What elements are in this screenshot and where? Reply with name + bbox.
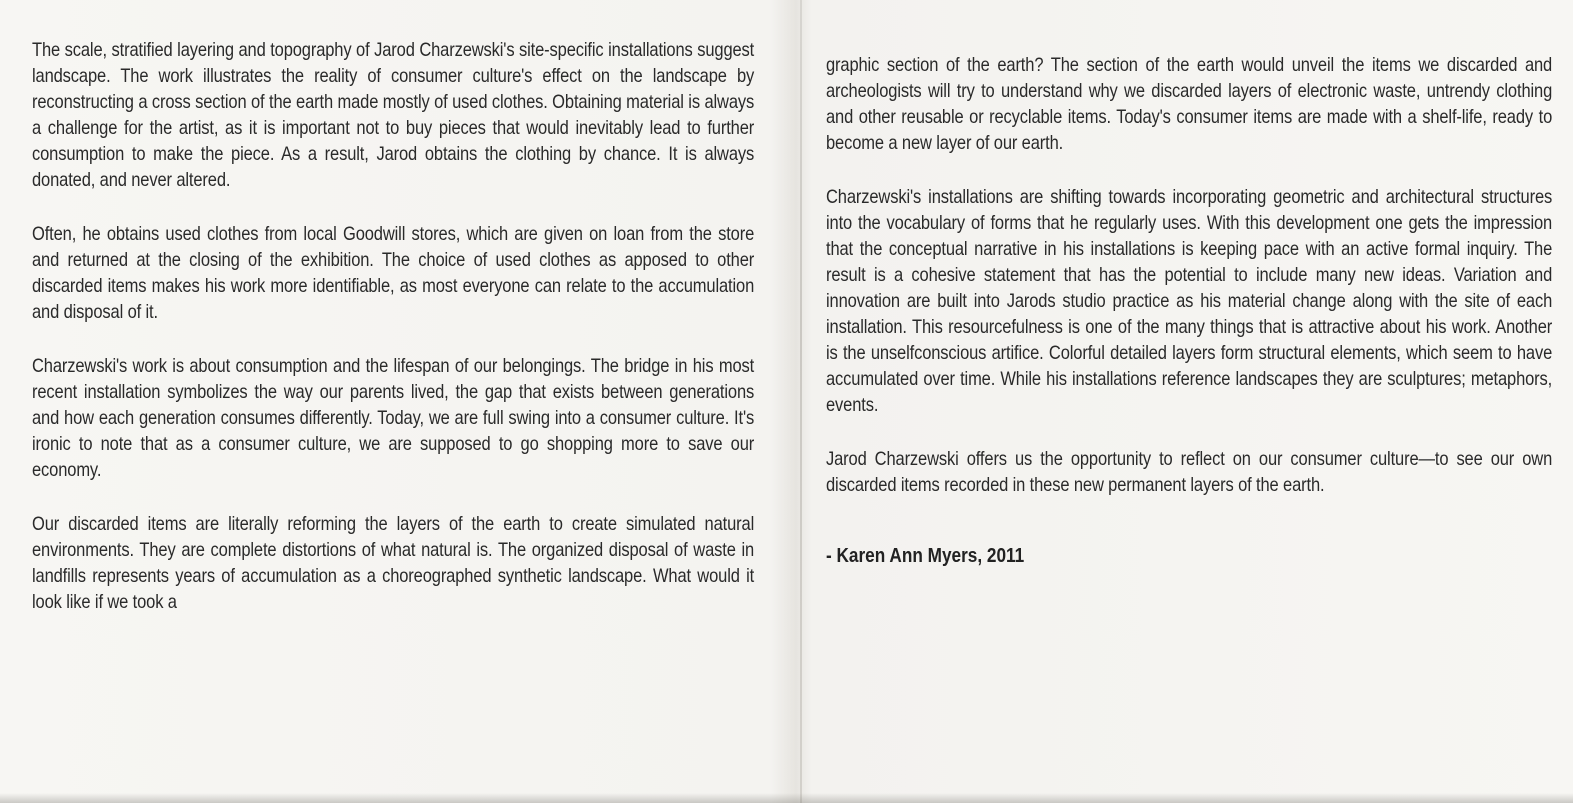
right-paragraph-1: graphic section of the earth? The section of the earth would unveil the items we discarded and archeologists will try to understand why we discarded layers of electronic waste, untrendy clothing and other reusable or recyclable items. Today's consumer items are made with a shelf-life, ready to become a new layer of our earth. xyxy=(826,55,1553,154)
right-paragraph-2: Charzewski's installations are shifting towards incorporating geometric and architectural structures into the vocabulary of forms that he regularly uses. With this development one gets the impression that the conceptual narrative in his installations is keeping pace with an active formal inquiry. The result is a cohesive statement that has the potential to include many new ideas. Variation and innovation are built into Jarods studio practice as his material change along with the site of each installation. This resourcefulness is one of the many things that is attractive about his work. Another is the unselfconscious artifice. Colorful detailed layers form structural elements, which seem to have accumulated over time. While his installations reference landscapes they are sculptures; metaphors, events. xyxy=(826,187,1553,416)
page-bottom-edge xyxy=(0,793,1573,803)
left-page xyxy=(32,38,754,644)
left-paragraph-1: The scale, stratified layering and topography of Jarod Charzewski's site-specific installations suggest landscape. The work illustrates the reality of consumer culture's effect on the landscape by reconstructing a cross section of the earth made mostly of used clothes. Obtaining material is always a challenge for the artist, as it is important not to buy pieces that would inevitably lead to further consumption to make the piece. As a result, Jarod obtains the clothing by chance. It is always donated, and never altered. xyxy=(32,40,755,191)
left-paragraph-3: Charzewski's work is about consumption and the lifespan of our belongings. The bridge in his most recent installation symbolizes the way our parents lived, the gap that exists between generations and how each generation consumes differently. Today, we are full swing into a consumer culture. It's ironic to note that as a consumer culture, we are supposed to go shopping more to save our economy. xyxy=(32,356,755,481)
page-gutter xyxy=(800,0,802,803)
left-paragraph-4: Our discarded items are literally reforming the layers of the earth to create simulated natural environments. They are complete distortions of what natural is. The organized disposal of waste in landfills represents years of accumulation as a choreographed synthetic landscape. What would it look like if we took a xyxy=(32,514,755,613)
right-paragraph-3: Jarod Charzewski offers us the opportunity to reflect on our consumer culture—to see our own discarded items recorded in these new permanent layers of the earth. xyxy=(826,449,1553,496)
right-page xyxy=(826,53,1552,568)
author-signature: - Karen Ann Myers, 2011 xyxy=(826,545,1025,567)
left-paragraph-2: Often, he obtains used clothes from local Goodwill stores, which are given on loan from the store and returned at the closing of the exhibition. The choice of used clothes as apposed to other discarded items makes his work more identifiable, as most everyone can relate to the accumulation and disposal of it. xyxy=(32,224,755,323)
